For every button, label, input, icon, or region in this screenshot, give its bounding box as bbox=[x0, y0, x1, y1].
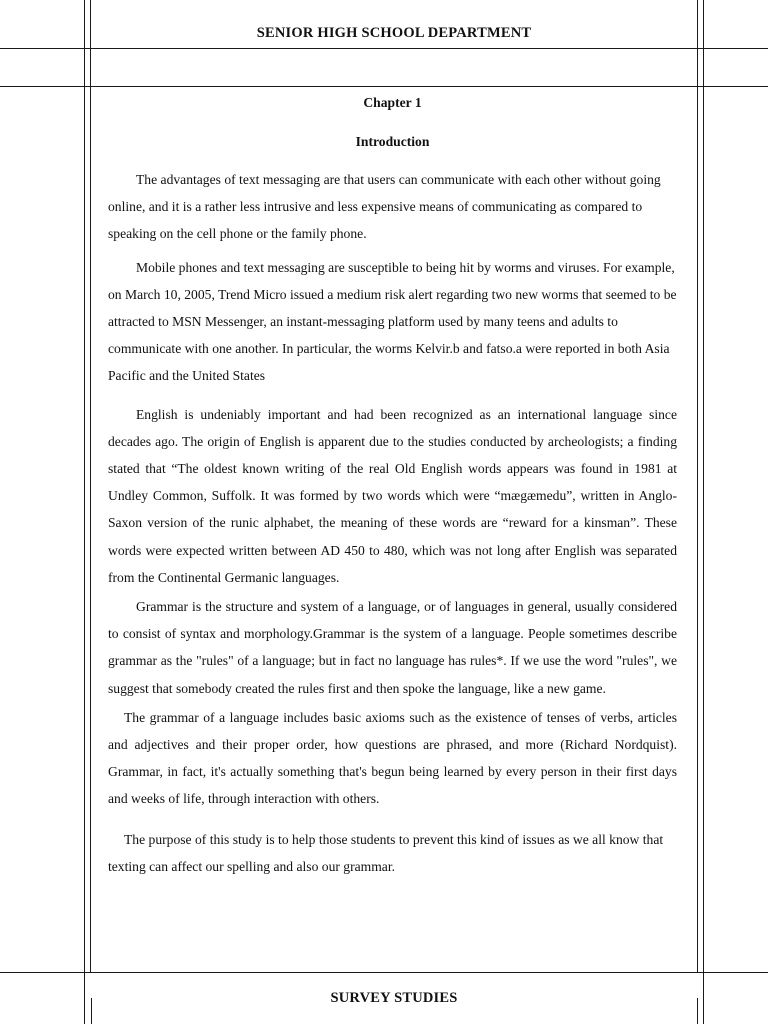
paragraph: The purpose of this study is to help those students to prevent this kind of issues as we all know that texting can affect our spelling and also our grammar. bbox=[108, 831, 664, 874]
paragraph: The advantages of text messaging are that users can communicate with each other without going online, and it is a rather less intrusive and less expensive means of communicating as compared to speaking on the cell phone or the family phone. bbox=[108, 172, 661, 242]
chapter-heading: Chapter 1 bbox=[363, 95, 422, 110]
paragraph: English is undeniably important and had been recognized as an international language since decades ago. The origin of English is apparent due to the studies conducted by archeologists; a finding stated that “The oldest known writing of the real Old English words appears was found in 1981 at Undley Common, Suffolk. It was formed by two words which were “mægæmedu”, written in Anglo-Saxon version of the runic alphabet, the meaning of these words are “reward for a kinsman”. These words were expected written between AD 450 to 480, which was not long after English was separated from the Continental Germanic languages. bbox=[108, 406, 677, 585]
frame-right-outer bbox=[703, 0, 704, 1024]
paragraph: Mobile phones and text messaging are susceptible to being hit by worms and viruses. For example, on March 10, 2005, Trend Micro issued a medium risk alert regarding two new worms that seemed to be attracted to MSN Messenger, an instant-messaging platform used by many teens and adults to communicate with one another. In particular, the worms Kelvir.b and fatso.a were reported in both Asia Pacific and the United States bbox=[108, 259, 677, 384]
frame-header-rule-bottom bbox=[0, 86, 768, 87]
document-body bbox=[108, 90, 677, 880]
paragraph: The grammar of a language includes basic axioms such as the existence of tenses of verbs, articles and adjectives and their proper order, how questions are phrased, and more (Richard Nordquist). Grammar, in fact, it's actually something that's begun being learned by every person in their first days and weeks of life, through interaction with others. bbox=[108, 709, 677, 807]
page-header: SENIOR HIGH SCHOOL DEPARTMENT bbox=[256, 25, 532, 41]
frame-footer-rule bbox=[0, 972, 768, 973]
paragraph: Grammar is the structure and system of a language, or of languages in general, usually considered to consist of syntax and morphology.Grammar is the system of a language. People sometimes describe grammar as the "rules" of a language; but in fact no language has rules*. If we use the word "rules", we suggest that somebody created the rules first and then spoke the language, like a new game. bbox=[108, 599, 677, 696]
frame-header-rule-top bbox=[0, 48, 768, 49]
frame-right-inner bbox=[697, 0, 698, 972]
section-heading: Introduction bbox=[355, 134, 430, 149]
frame-left-inner bbox=[90, 0, 91, 972]
frame-left-outer bbox=[84, 0, 85, 1024]
page-footer: SURVEY STUDIES bbox=[330, 990, 458, 1006]
